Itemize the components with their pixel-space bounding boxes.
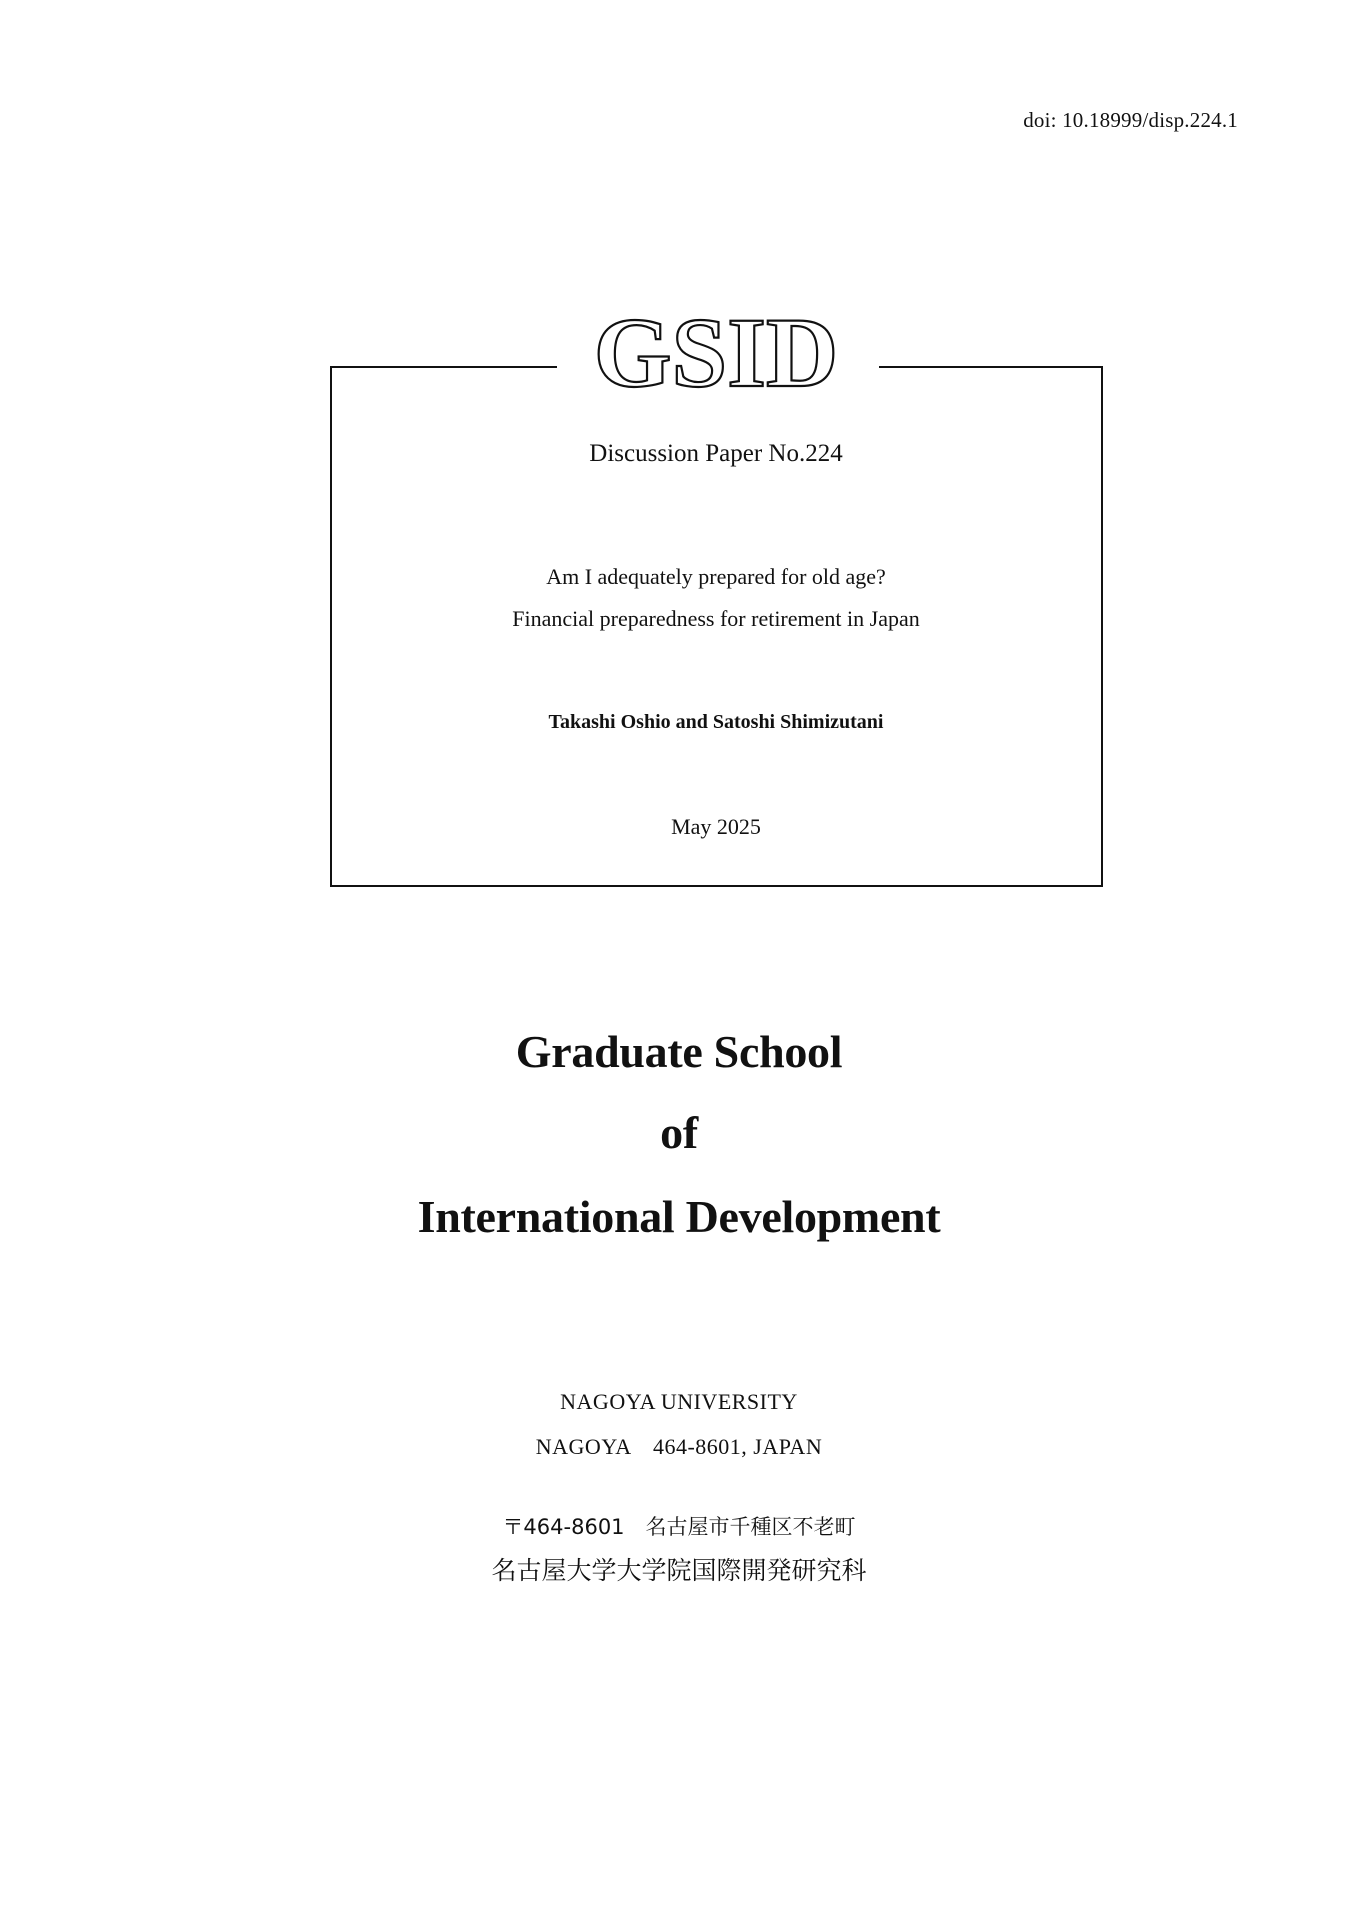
frame-top-right <box>879 366 1103 368</box>
school-name-line-1: Graduate School <box>515 1026 843 1077</box>
paper-date: May 2025 <box>671 814 761 839</box>
paper-title-line-2: Financial preparedness for retirement in Japan <box>512 606 920 631</box>
gsid-logo <box>566 300 866 400</box>
university-name: NAGOYA UNIVERSITY <box>560 1389 798 1414</box>
doi-label: doi: 10.18999/disp.224.1 <box>1023 108 1238 132</box>
university-address: NAGOYA 464-8601, JAPAN <box>535 1434 823 1459</box>
japanese-school-name: 名古屋大学大学院国際開発研究科 <box>491 1556 867 1585</box>
discussion-paper-number: Discussion Paper No.224 <box>589 440 843 467</box>
frame-top-left <box>330 366 557 368</box>
paper-title-line-1: Am I adequately prepared for old age? <box>546 564 886 589</box>
school-name-line-2: of <box>660 1107 698 1158</box>
frame-bottom <box>330 885 1103 887</box>
japanese-address: 〒464-8601 名古屋市千種区不老町 <box>502 1515 856 1539</box>
gsid-logo-text: GSID <box>593 300 839 400</box>
paper-authors: Takashi Oshio and Satoshi Shimizutani <box>548 711 884 733</box>
school-name-line-3: International Development <box>417 1191 941 1242</box>
